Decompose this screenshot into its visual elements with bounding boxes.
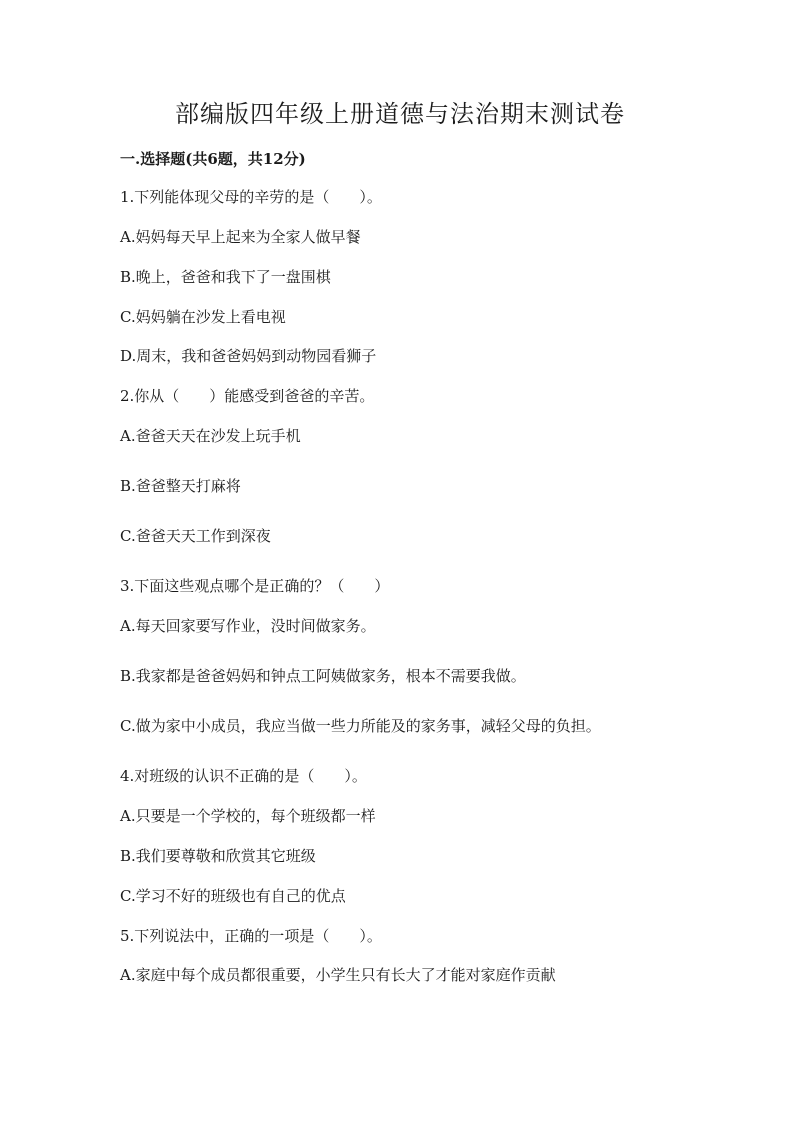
question-stem: 1.下列能体现父母的辛劳的是（ ）。	[120, 188, 382, 206]
question-option: B.爸爸整天打麻将	[120, 477, 241, 495]
question-option: A.妈妈每天早上起来为全家人做早餐	[120, 228, 361, 246]
question-stem: 2.你从（ ）能感受到爸爸的辛苦。	[120, 387, 375, 405]
question-option: C.妈妈躺在沙发上看电视	[120, 308, 286, 326]
question-option: A.爸爸天天在沙发上玩手机	[120, 427, 301, 445]
question-option: C.爸爸天天工作到深夜	[120, 527, 271, 545]
question-option: C.学习不好的班级也有自己的优点	[120, 887, 346, 905]
question-stem: 3.下面这些观点哪个是正确的？（ ）	[120, 577, 390, 595]
question-option: A.只要是一个学校的，每个班级都一样	[120, 807, 376, 825]
question-stem: 4.对班级的认识不正确的是（ ）。	[120, 767, 367, 785]
question-option: D.周末，我和爸爸妈妈到动物园看狮子	[120, 347, 377, 365]
question-option: B.我们要尊敬和欣赏其它班级	[120, 847, 316, 865]
question-option: A.家庭中每个成员都很重要，小学生只有长大了才能对家庭作贡献	[120, 966, 556, 984]
question-option: B.晚上，爸爸和我下了一盘围棋	[120, 268, 331, 286]
question-option: B.我家都是爸爸妈妈和钟点工阿姨做家务，根本不需要我做。	[120, 667, 526, 685]
question-stem: 5.下列说法中，正确的一项是（ ）。	[120, 927, 382, 945]
question-option: A.每天回家要写作业，没时间做家务。	[120, 617, 376, 635]
section-heading: 一.选择题(共6题，共12分)	[120, 150, 306, 168]
page-title: 部编版四年级上册道德与法治期末测试卷	[175, 100, 625, 128]
question-option: C.做为家中小成员，我应当做一些力所能及的家务事，减轻父母的负担。	[120, 717, 601, 735]
